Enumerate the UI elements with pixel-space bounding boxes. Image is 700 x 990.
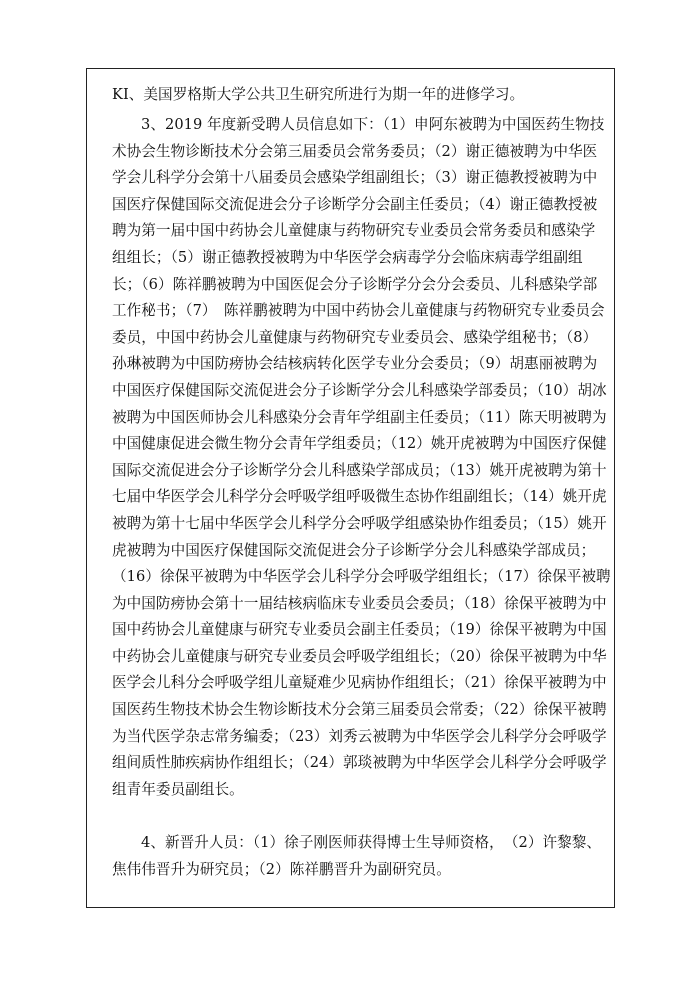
text-line: 为中国防痨协会第十一届结核病临床专业委员会委员；（18）徐保平被聘为中: [112, 594, 607, 612]
text-line: 被聘为中国医师协会儿科感染分会青年学组副主任委员；（11）陈天明被聘为: [112, 408, 607, 426]
text-line: 聘为第一届中国中药协会儿童健康与药物研究专业委员会常务委员和感染学: [112, 222, 596, 240]
text-line: 学会儿科学分会第十八届委员会感染学组副组长；（3）谢正德教授被聘为中: [112, 169, 598, 187]
text-line: 国医药生物技术协会生物诊断技术分会第三届委员会常委；（22）徐保平被聘: [112, 701, 607, 719]
text-line: 中药协会儿童健康与研究专业委员会呼吸学组组长；（20）徐保平被聘为中华: [112, 647, 607, 665]
text-line: 为当代医学杂志常务编委；（23）刘秀云被聘为中华医学会儿科学分会呼吸学: [112, 727, 607, 745]
text-line: 中国健康促进会微生物分会青年学组委员；（12）姚开虎被聘为中国医疗保健: [112, 435, 607, 453]
text-line: 4、新晋升人员：（1）徐子刚医师获得博士生导师资格， （2）许黎黎、: [141, 834, 602, 851]
text-line: 被聘为第十七届中华医学会儿科学分会呼吸学组感染协作组委员；（15）姚开: [112, 514, 607, 532]
text-line: 3、2019 年度新受聘人员信息如下：（1）申阿东被聘为中国医药生物技: [141, 116, 605, 133]
text-line: 国中药协会儿童健康与研究专业委员会副主任委员；（19）徐保平被聘为中国: [112, 621, 607, 639]
paragraph-continuation: [112, 82, 602, 109]
text-line: 医学会儿科分会呼吸学组儿童疑难少见病协作组组长；（21）徐保平被聘为中: [112, 674, 607, 692]
text-line: 委员，中国中药协会儿童健康与药物研究专业委员会、感染学组秘书；（8）: [112, 328, 598, 346]
text-line: 工作秘书；（7） 陈祥鹏被聘为中国中药协会儿童健康与药物研究专业委员会: [112, 302, 605, 320]
text-line: KI、美国罗格斯大学公共卫生研究所进行为期一年的进修学习。: [112, 86, 525, 103]
paragraph-new-appointments: [112, 112, 611, 803]
text-line: 焦伟伟晋升为研究员；（2）陈祥鹏晋升为副研究员。: [112, 860, 451, 878]
text-line: 长；（6）陈祥鹏被聘为中国医促会分子诊断学分会分会委员、儿科感染学部: [112, 275, 598, 293]
text-line: （16）徐保平被聘为中华医学会儿科学分会呼吸学组组长；（17）徐保平被聘: [112, 568, 611, 586]
table-top-border: [86, 68, 615, 69]
text-line: 中国医疗保健国际交流促进会分子诊断学分会儿科感染学部委员；（10）胡冰: [112, 381, 607, 399]
text-line: 组组长；（5）谢正德教授被聘为中华医学会病毒学分会临床病毒学组副组: [112, 248, 583, 266]
text-line: 虎被聘为中国医疗保健国际交流促进会分子诊断学分会儿科感染学部成员；: [112, 541, 596, 559]
text-line: 组青年委员副组长。: [112, 780, 244, 798]
text-line: 孙琳被聘为中国防痨协会结核病转化医学专业分会委员；（9）胡惠丽被聘为: [112, 355, 598, 373]
text-line: 七届中华医学会儿科学分会呼吸学组呼吸微生态协作组副组长；（14）姚开虎: [112, 488, 607, 506]
paragraph-promotions: [112, 830, 602, 883]
text-line: 术协会生物诊断技术分会第三届委员会常务委员；（2）谢正德被聘为中华医: [112, 142, 598, 160]
text-line: 组间质性肺疾病协作组组长；（24）郭琰被聘为中华医学会儿科学分会呼吸学: [112, 754, 607, 772]
text-line: 国际交流促进会分子诊断学分会儿科感染学部成员；（13）姚开虎被聘为第十: [112, 461, 607, 479]
text-line: 国医疗保健国际交流促进会分子诊断学分会副主任委员；（4）谢正德教授被: [112, 195, 598, 213]
